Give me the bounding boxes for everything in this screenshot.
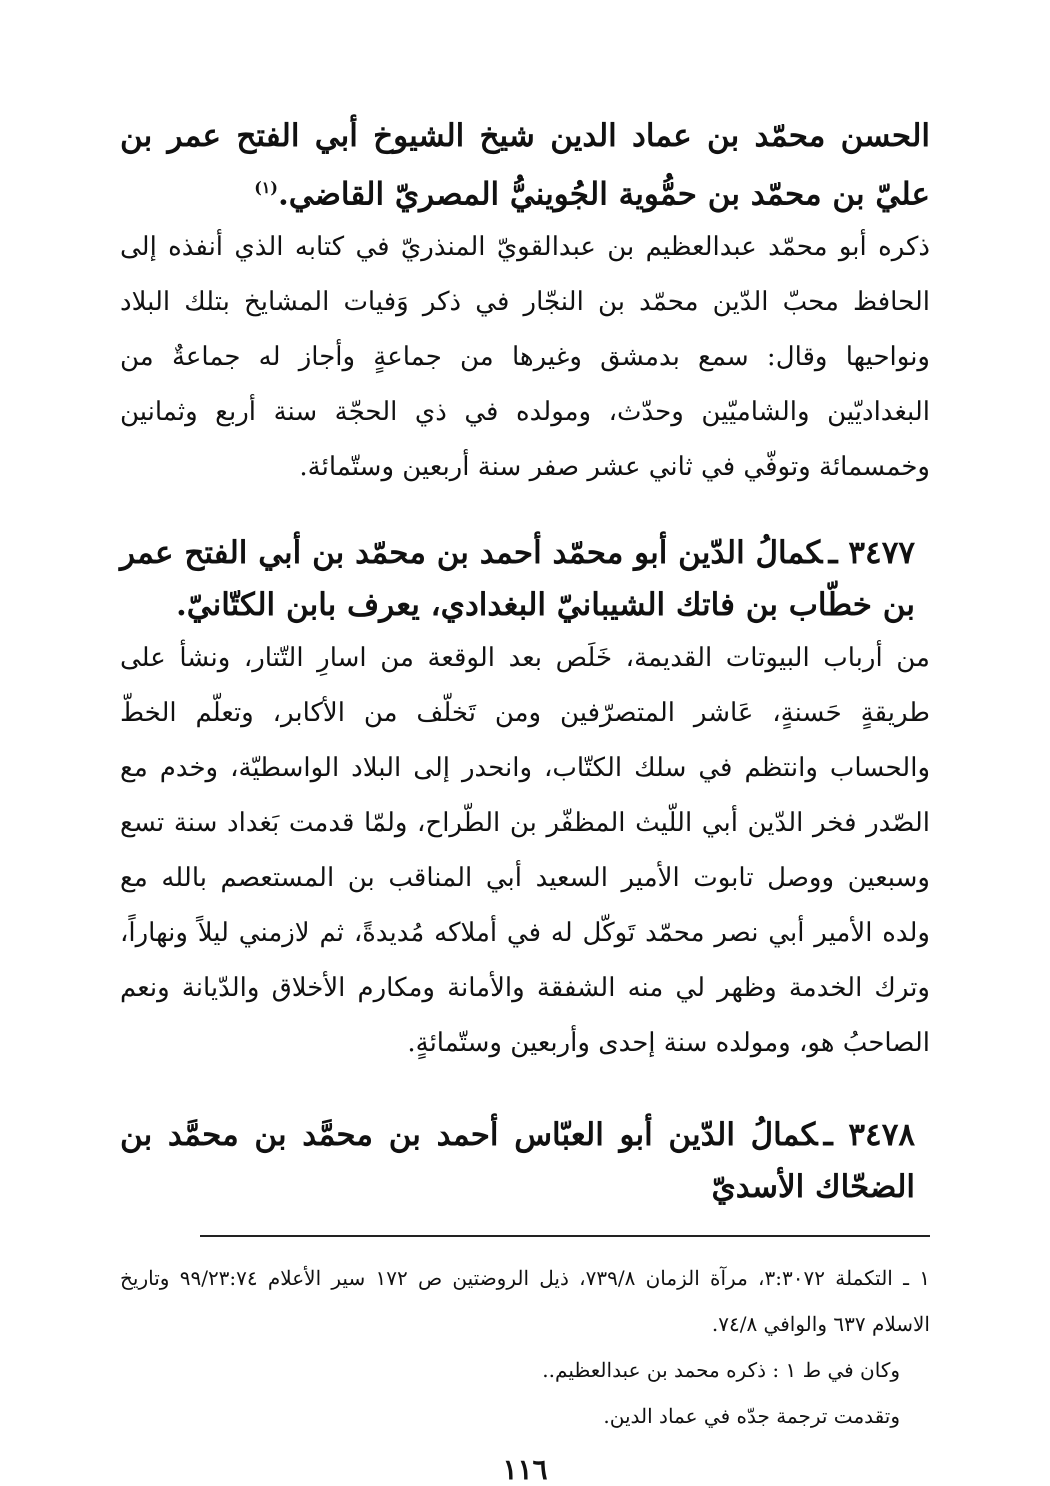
- footnote-note: وتقدمت ترجمة جدّه في عماد الدين.: [603, 1404, 900, 1429]
- footnote-reference: (١): [254, 178, 278, 197]
- entry-body-3477: من أرباب البيوتات القديمة، خَلَص بعد الوقعة من اسارِ التّتار، ونشأ على طريقةٍ حَسنةٍ، عَاشر المتصرّفين ومن تَخلّف من الأكابر، وتعلّم الخطّ والحساب وانتظم في سلك الكتّاب، وانحدر إلى البلاد الواسطيّة، وخدم مع الصّدر فخر الدّين أبي اللّيث المظفّر بن الطّراح، ولمّا قدمت بَغداد سنة تسع وسبعين ووصل تابوت الأمير السعيد أبي المناقب بن المستعصم بالله مع ولده الأمير أبي نصر محمّد تَوكّل له في أملاكه مُديدةً، ثم لازمني ليلاً ونهاراً، وترك الخدمة وظهر لي منه الشفقة والأمانة ومكارم الأخلاق والدّيانة ونعم الصاحبُ هو، ومولده سنة إحدى وأربعين وستّمائةٍ.: [120, 643, 930, 1059]
- footnote-note: وكان في ط ١ : ذكره محمد بن عبدالعظيم..: [542, 1358, 900, 1383]
- entry-heading-text: كمالُ الدّين أبو محمّد أحمد بن محمّد بن أبي الفتح عمر بن خطّاب بن فاتك الشيبانيّ البغدادي، يعرف بابن الكتّانيّ.: [120, 535, 915, 624]
- entry-heading-text: كمالُ الدّين أبو العبّاس أحمد بن محمَّد بن محمَّد بن الضحّاك الأسديّ: [120, 1117, 915, 1206]
- footnote-divider: [200, 1235, 930, 1237]
- entry-heading-3477: [120, 527, 930, 631]
- entry-heading-3478: [120, 1109, 930, 1213]
- entry-body: ذكره أبو محمّد عبدالعظيم بن عبدالقويّ المنذريّ في كتابه الذي أنفذه إلى الحافظ محبّ الدّين محمّد بن النجّار في ذكر وَفيات المشايخ بتلك البلاد ونواحيها وقال: سمع بدمشق وغيرها من جماعةٍ وأجاز له جماعةٌ من البغداديّين والشاميّين وحدّث، ومولده في ذي الحجّة سنة أربع وثمانين وخمسمائة وتوفّي في ثاني عشر صفر سنة أربعين وستّمائة.: [120, 232, 930, 483]
- entry-heading-continued: [120, 110, 930, 220]
- entry-number: ٣٤٧٧ ـ: [828, 535, 916, 572]
- footnote-1: ١ ـ التكملة ٣:٣٠٧٢، مرآة الزمان ٧٣٩/٨، ذيل الروضتين ص ١٧٢ سير الأعلام ٩٩/٢٣:٧٤ وتاريخ الاسلام ٦٣٧ والوافي ٧٤/٨.: [120, 1266, 930, 1337]
- page-number: ١١٦: [502, 1453, 548, 1486]
- entry-heading-text: الحسن محمّد بن عماد الدين شيخ الشيوخ أبي الفتح عمر بن عليّ بن محمّد بن حمُّوية الجُوينيُّ المصريّ القاضي.: [120, 118, 930, 213]
- footnotes: [120, 1255, 930, 1439]
- entry-number: ٣٤٧٨ ـ: [823, 1117, 915, 1154]
